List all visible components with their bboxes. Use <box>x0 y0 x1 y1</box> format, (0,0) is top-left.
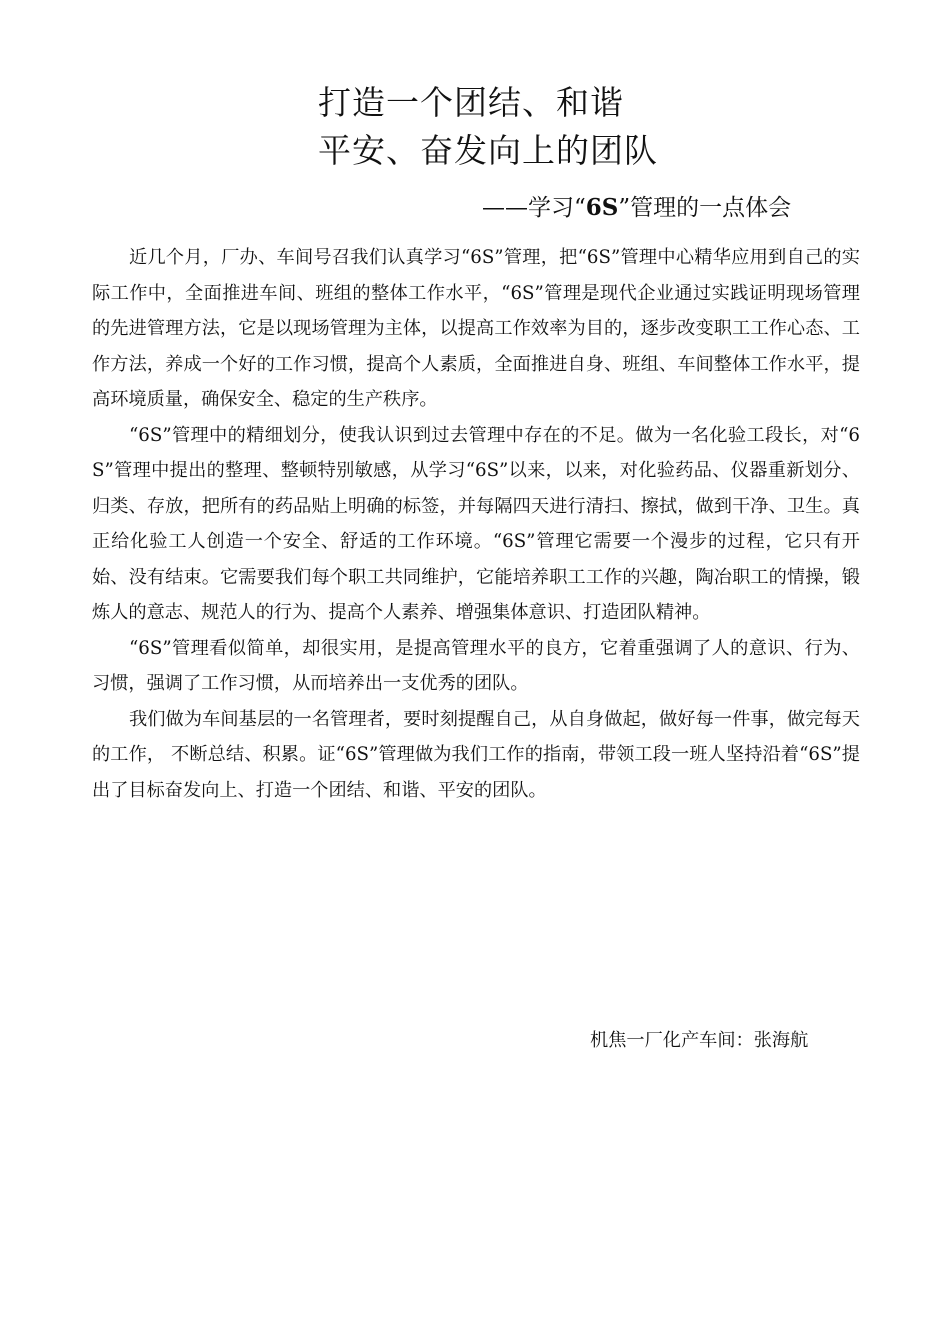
subtitle-prefix: ——学习“ <box>482 195 586 221</box>
document-title-line-2: 平安、奋发向上的团队 <box>318 131 658 170</box>
author-signature: 机焦一厂化产车间：张海航 <box>590 1030 809 1051</box>
document-body <box>92 240 860 808</box>
body-paragraph-3: “6S”管理看似简单，却很实用，是提高管理水平的良方，它着重强调了人的意识、行为、习惯，强调了工作习惯，从而培养出一支优秀的团队。 <box>92 637 860 694</box>
body-paragraph-4: 我们做为车间基层的一名管理者，要时刻提醒自己，从自身做起，做好每一件事，做完每天的工作， 不断总结、积累。证“6S”管理做为我们工作的指南，带领工段一班人坚持沿着“6S”提出了目标奋发向上、打造一个团结、和谐、平安的团队。 <box>92 708 860 801</box>
document-title-line-1: 打造一个团结、和谐 <box>318 83 624 122</box>
document-subtitle <box>482 196 791 220</box>
body-paragraph-1: 近几个月，厂办、车间号召我们认真学习“6S”管理，把“6S”管理中心精华应用到自己的实际工作中，全面推进车间、班组的整体工作水平，“6S”管理是现代企业通过实践证明现场管理的先进管理方法，它是以现场管理为主体，以提高工作效率为目的，逐步改变职工工作心态、工作方法，养成一个好的工作习惯，提高个人素质，全面推进自身、班组、车间整体工作水平，提高环境质量，确保安全、稳定的生产秩序。 <box>92 247 860 410</box>
subtitle-suffix: ”管理的一点体会 <box>618 195 792 221</box>
subtitle-bold: 6S <box>585 194 619 221</box>
body-paragraph-2: “6S”管理中的精细划分，使我认识到过去管理中存在的不足。做为一名化验工段长，对“6S”管理中提出的整理、整顿特别敏感，从学习“6S”以来，以来，对化验药品、仪器重新划分、归类、存放，把所有的药品贴上明确的标签，并每隔四天进行清扫、擦拭，做到干净、卫生。真正给化验工人创造一个安全、舒适的工作环境。“6S”管理它需要一个漫步的过程，它只有开始、没有结束。它需要我们每个职工共同维护，它能培养职工工作的兴趣，陶冶职工的情操，锻炼人的意志、规范人的行为、提高个人素养、增强集体意识、打造团队精神。 <box>92 424 860 623</box>
